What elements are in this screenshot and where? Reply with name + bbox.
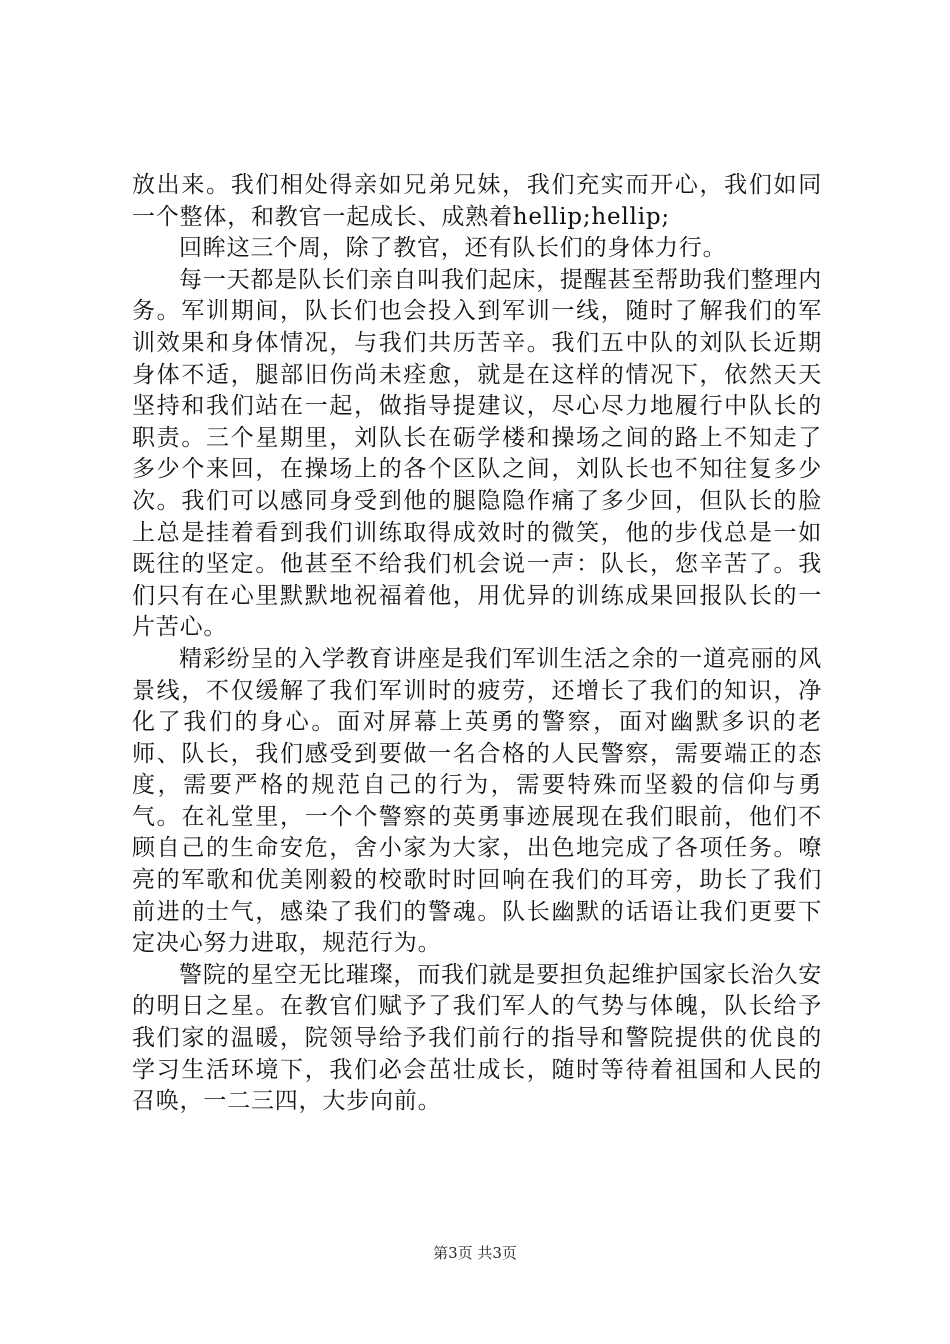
paragraph-1: 放出来。我们相处得亲如兄弟兄妹，我们充实而开心，我们如同一个整体，和教官一起成长、成熟着hellip;hellip; <box>132 172 822 230</box>
paragraph-3: 每一天都是队长们亲自叫我们起床，提醒甚至帮助我们整理内务。军训期间，队长们也会投入到军训一线，随时了解我们的军训效果和身体情况，与我们共历苦辛。我们五中队的刘队长近期身体不适，腿部旧伤尚未痊愈，就是在这样的情况下，依然天天坚持和我们站在一起，做指导提建议，尽心尽力地履行中队长的职责。三个星期里，刘队长在砺学楼和操场之间的路上不知走了多少个来回，在操场上的各个区队之间，刘队长也不知往复多少次。我们可以感同身受到他的腿隐隐作痛了多少回，但队长的脸上总是挂着看到我们训练取得成效时的微笑，他的步伐总是一如既往的坚定。他甚至不给我们机会说一声：队长，您辛苦了。我们只有在心里默默地祝福着他，用优异的训练成果回报队长的一片苦心。 <box>132 266 822 641</box>
paragraph-2: 回眸这三个周，除了教官，还有队长们的身体力行。 <box>179 235 727 262</box>
document-body <box>132 170 822 1118</box>
paragraph-4: 精彩纷呈的入学教育讲座是我们军训生活之余的一道亮丽的风景线，不仅缓解了我们军训时的疲劳，还增长了我们的知识，净化了我们的身心。面对屏幕上英勇的警察，面对幽默多识的老师、队长，我们感受到要做一名合格的人民警察，需要端正的态度，需要严格的规范自己的行为，需要特殊而坚毅的信仰与勇气。在礼堂里，一个个警察的英勇事迹展现在我们眼前，他们不顾自己的生命安危，舍小家为大家，出色地完成了各项任务。嘹亮的军歌和优美刚毅的校歌时时回响在我们的耳旁，助长了我们前进的士气，感染了我们的警魂。队长幽默的话语让我们更要下定决心努力进取，规范行为。 <box>132 645 822 957</box>
page-number-footer: 第3页 共3页 <box>433 1244 517 1262</box>
paragraph-5: 警院的星空无比璀璨，而我们就是要担负起维护国家长治久安的明日之星。在教官们赋予了我们军人的气势与体魄，队长给予我们家的温暖，院领导给予我们前行的指导和警院提供的优良的学习生活环境下，我们必会茁壮成长，随时等待着祖国和人民的召唤，一二三四，大步向前。 <box>132 961 822 1115</box>
